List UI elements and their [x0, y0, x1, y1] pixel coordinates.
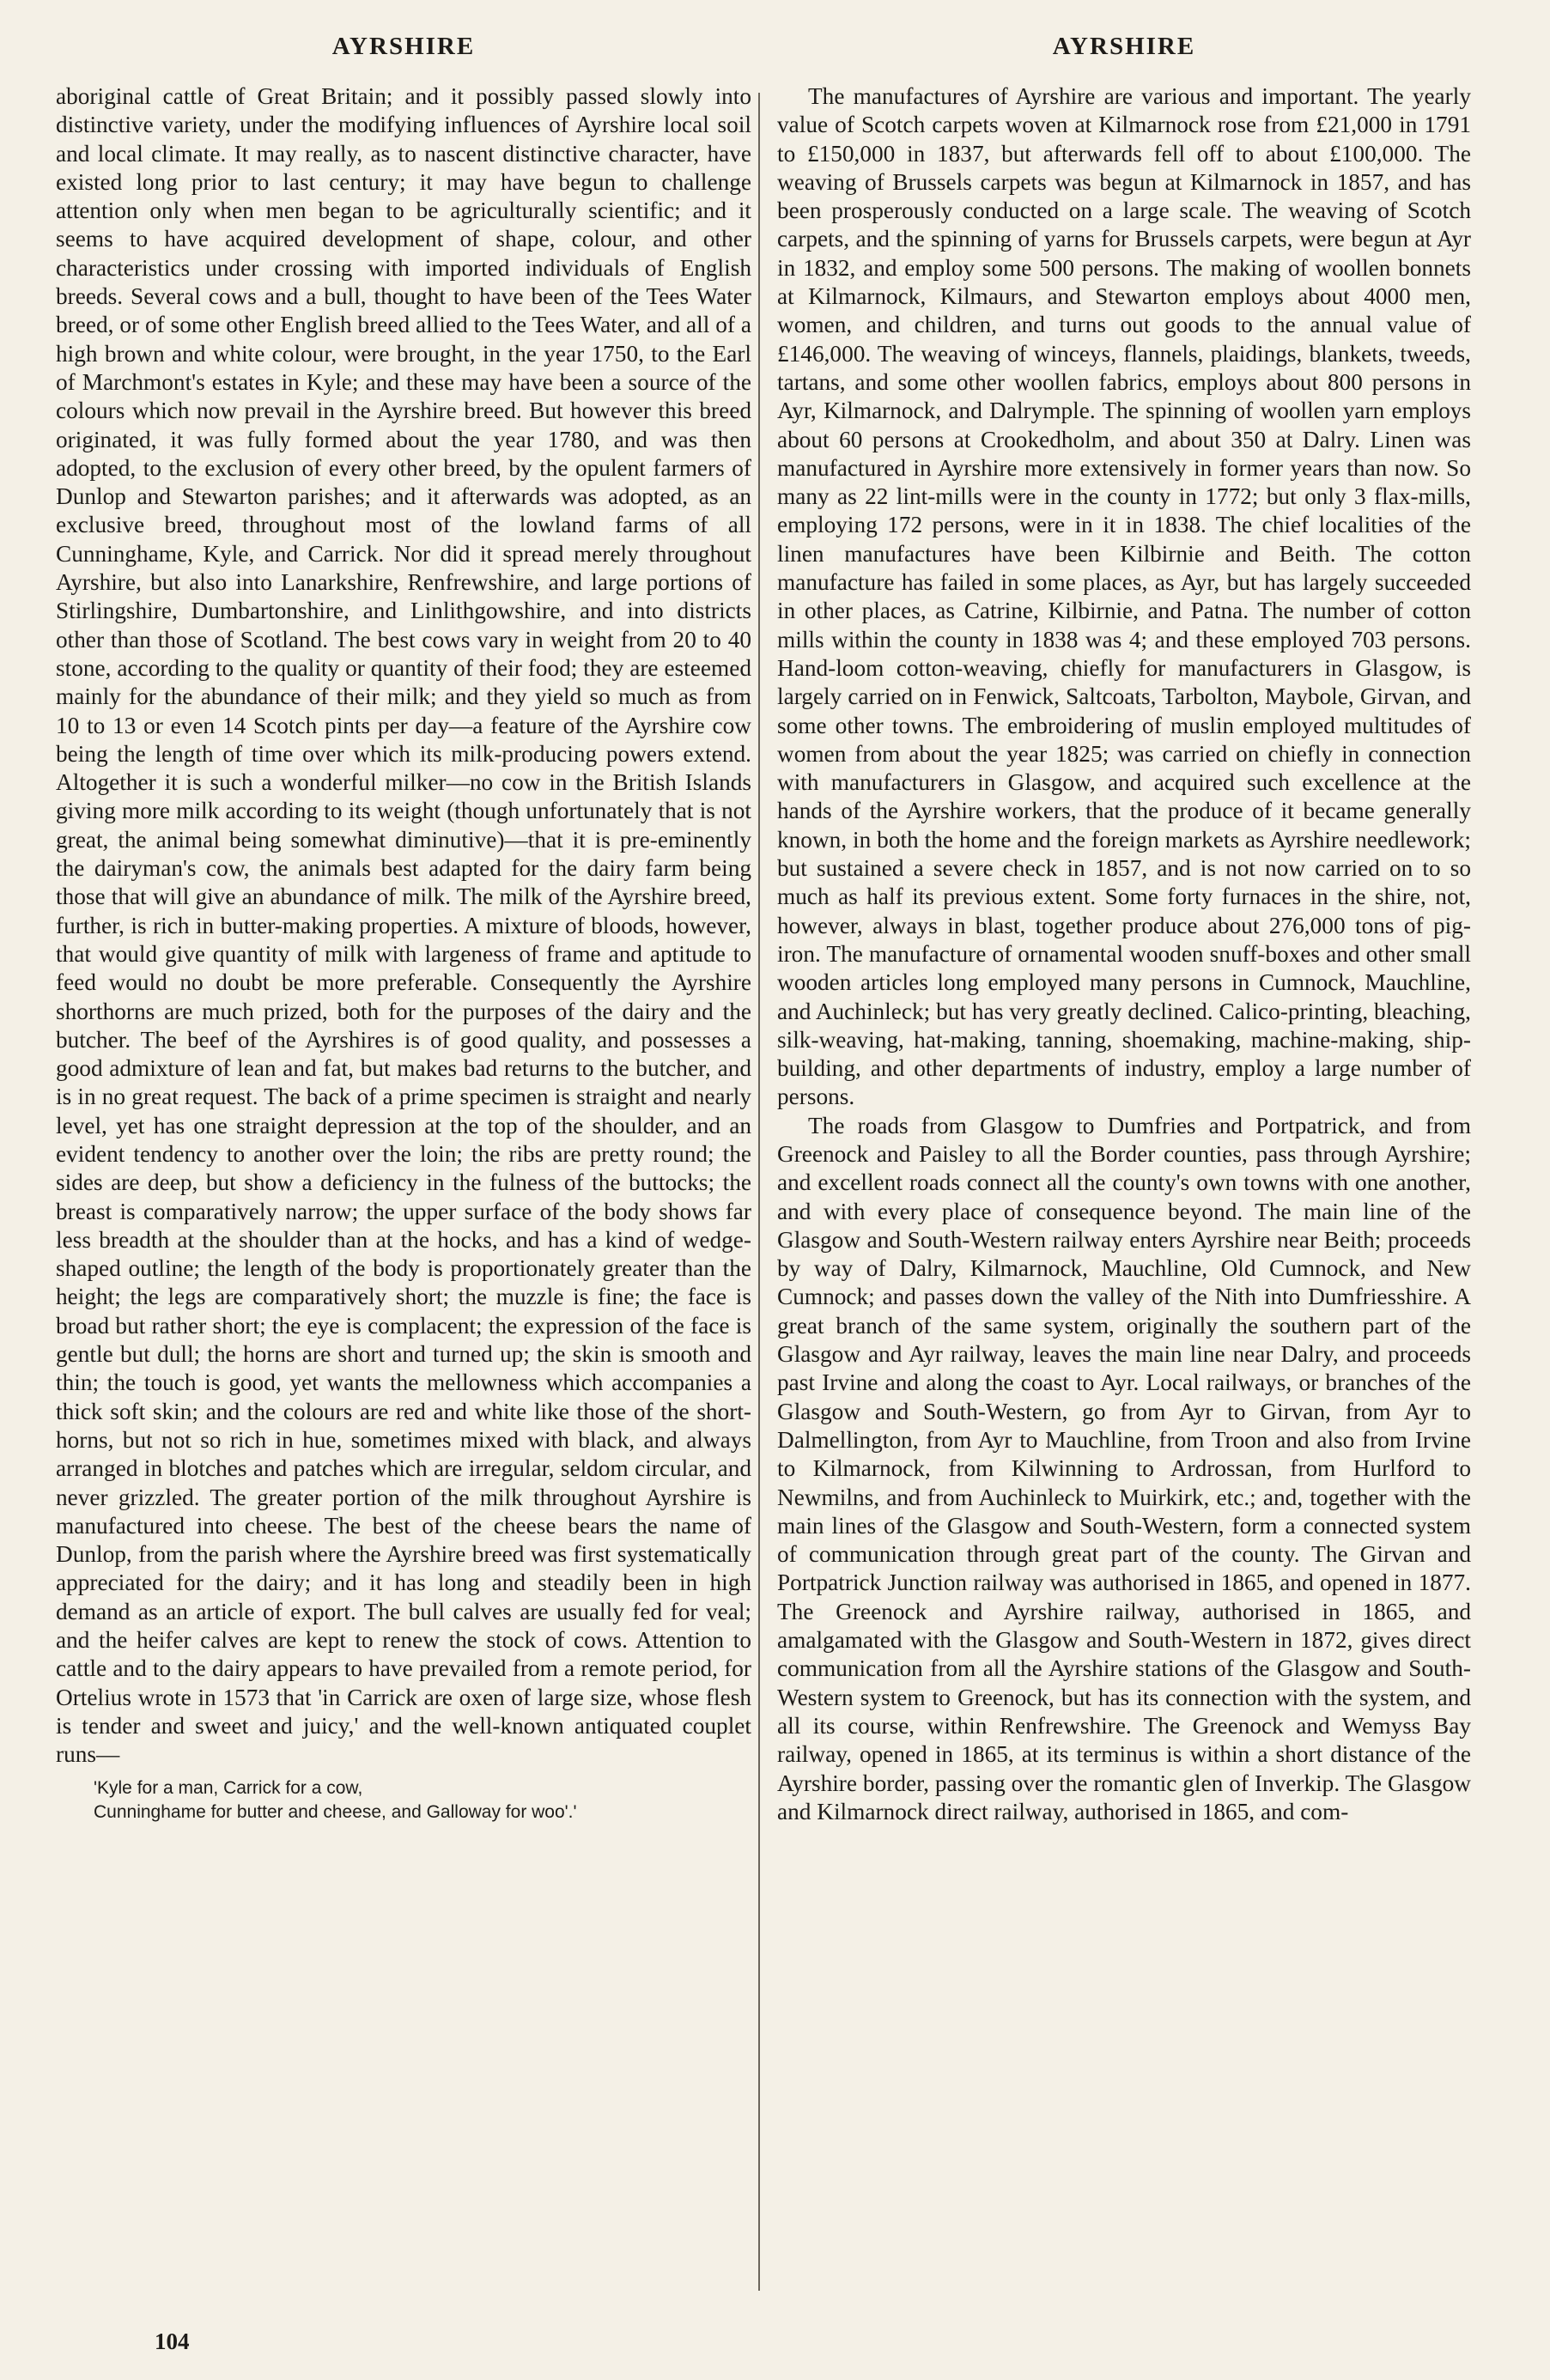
roads-railways-paragraph: The roads from Glasgow to Dumfries and Portpatrick, and from Greenock and Paisley to all the Border counties, pass through Ayrshire; and excellent roads connect all the county's own towns with one another, and with every place of consequence beyond. The main line of the Glasgow and South-Western railway enters Ayrshire near Beith; proceeds by way of Dalry, Kilmarnock, Mauchline, Old Cumnock, and New Cumnock; and passes down the valley of the Nith into Dumfriesshire. A great branch of the same system, originally the southern part of the Glasgow and Ayr railway, leaves the main line near Dalry, and proceeds past Irvine and along the coast to Ayr. Local railways, or branches of the Glasgow and South-Western, go from Ayr to Girvan, from Ayr to Dalmellington, from Ayr to Mauchline, from Troon and also from Irvine to Kilmarnock, from Kilwinning to Ardrossan, from Hurlford to Newmilns, and from Auchinleck to Muirkirk, etc.; and, together with the main lines of the Glasgow and South-Western, form a connected system of communication through great part of the county. The Girvan and Portpatrick Junction railway was authorised in 1865, and opened in 1877. The Greenock and Ayrshire railway, authorised in 1865, and amalgamated with the Glasgow and South-Western in 1872, gives direct communication from all the Ayrshire stations of the Glasgow and South-Western system to Greenock, but has its connection with the system, and all its course, within Renfrewshire. The Greenock and Wemyss Bay railway, opened in 1865, at its terminus is within a short distance of the Ayrshire border, passing over the romantic glen of Inverkip. The Glasgow and Kilmarnock direct railway, authorised in 1865, and com-	[777, 1112, 1471, 1824]
couplet-line-2: Cunninghame for butter and cheese, and Galloway for woo'.'	[94, 1801, 577, 1822]
page-number: 104	[155, 2328, 190, 2354]
couplet-line-1: 'Kyle for a man, Carrick for a cow,	[94, 1777, 363, 1798]
manufactures-paragraph: The manufactures of Ayrshire are various and important. The yearly value of Scotch carpets woven at Kilmarnock rose from £21,000 in 1791 to £150,000 in 1837, but afterwards fell off to about £100,000. The weaving of Brussels carpets was begun at Kilmarnock in 1857, and has been prosperously conducted on a large scale. The weaving of Scotch carpets, and the spinning of yarns for Brussels carpets, were begun at Ayr in 1832, and employ some 500 persons. The making of woollen bonnets at Kilmarnock, Kilmaurs, and Stewarton employs about 4000 men, women, and children, and turns out goods to the annual value of £146,000. The weaving of winceys, flannels, plaidings, blankets, tweeds, tartans, and some other woollen fabrics, employs about 800 persons in Ayr, Kilmarnock, and Dalrymple. The spinning of woollen yarn employs about 60 persons at Crookedholm, and about 350 at Dalry. Linen was manufactured in Ayrshire more extensively in former years than now. So many as 22 lint-mills were in the county in 1772; but only 3 flax-mills, employing 172 persons, were in it in 1838. The chief localities of the linen manufactures have been Kilbirnie and Beith. The cotton manufacture has failed in some places, as Ayr, but has largely succeeded in other places, as Catrine, Kilbirnie, and Patna. The number of cotton mills within the county in 1838 was 4; and these employed 703 persons. Hand-loom cotton-weaving, chiefly for manufacturers in Glasgow, is largely carried on in Fenwick, Saltcoats, Tarbolton, Maybole, Girvan, and some other towns. The embroidering of muslin employed multitudes of women from about the year 1825; was carried on chiefly in connection with manufacturers in Glasgow, and acquired such excellence at the hands of the Ayrshire workers, that the produce of it became generally known, in both the home and the foreign markets as Ayrshire needlework; but sustained a severe check in 1857, and is not now carried on to so much as half its previous extent. Some forty furnaces in the shire, not, however, always in blast, together produce about 276,000 tons of pig-iron. The manufacture of ornamental wooden snuff-boxes and other small wooden articles long employed many persons in Cumnock, Mauchline, and Auchinleck; but has very greatly declined. Calico-printing, bleaching, silk-weaving, hat-making, tanning, shoemaking, machine-making, ship-building, and other departments of industry, employ a large number of persons.	[777, 83, 1471, 1110]
running-head-left: AYRSHIRE	[331, 33, 476, 60]
couplet	[56, 1776, 751, 1824]
left-column	[56, 26, 751, 1824]
cattle-paragraph: aboriginal cattle of Great Britain; and it possibly passed slowly into distinctive variety, under the modifying influences of Ayrshire local soil and local climate. It may really, as to nascent distinctive character, have existed long prior to last century; it may have begun to challenge attention only when men began to be agriculturally scientific; and it seems to have acquired development of shape, colour, and other characteristics under crossing with imported individuals of English breeds. Several cows and a bull, thought to have been of the Tees Water breed, or of some other English breed allied to the Tees Water, and all of a high brown and white colour, were brought, in the year 1750, to the Earl of Marchmont's estates in Kyle; and these may have been a source of the colours which now prevail in the Ayrshire breed. But however this breed originated, it was fully formed about the year 1780, and was then adopted, to the exclusion of every other breed, by the opulent farmers of Dunlop and Stewarton parishes; and it afterwards was adopted, as an exclusive breed, throughout most of the lowland farms of all Cunninghame, Kyle, and Carrick. Nor did it spread merely throughout Ayrshire, but also into Lanarkshire, Renfrewshire, and large portions of Stirlingshire, Dumbartonshire, and Linlithgowshire, and into districts other than those of Scotland. The best cows vary in weight from 20 to 40 stone, according to the quality or quantity of their food; they are esteemed mainly for the abundance of their milk; and they yield so much as from 10 to 13 or even 14 Scotch pints per day—a feature of the Ayrshire cow being the length of time over which its milk-producing powers extend. Altogether it is such a wonderful milker—no cow in the British Islands giving more milk according to its weight (though unfortunately that is not great, the animal being somewhat diminutive)—that it is pre-eminently the dairyman's cow, the animals best adapted for the dairy farm being those that will give an abundance of milk. The milk of the Ayrshire breed, further, is rich in butter-making properties. A mixture of bloods, however, that would give quantity of milk with largeness of frame and aptitude to feed would no doubt be more preferable. Consequently the Ayrshire shorthorns are much prized, both for the purposes of the dairy and the butcher. The beef of the Ayrshires is of good quality, and possesses a good admixture of lean and fat, but makes bad returns to the butcher, and is in no great request. The back of a prime specimen is straight and nearly level, yet has one straight depression at the top of the shoulder, and an evident tendency to another over the loin; the ribs are pretty round; the sides are deep, but show a deficiency in the fulness of the buttocks; the breast is comparatively narrow; the upper surface of the body shows far less breadth at the shoulder than at the hocks, and has a kind of wedge-shaped outline; the length of the body is proportionately greater than the height; the legs are comparatively short; the muzzle is fine; the face is broad but rather short; the eye is complacent; the expression of the face is gentle but dull; the horns are short and turned up; the skin is smooth and thin; the touch is good, yet wants the mellowness which accompanies a thick soft skin; and the colours are red and white like those of the short-horns, but not so rich in hue, sometimes mixed with black, and always arranged in blotches and patches which are irregular, seldom circular, and never grizzled. The greater portion of the milk throughout Ayrshire is manufactured into cheese. The best of the cheese bears the name of Dunlop, from the parish where the Ayrshire breed was first systematically appreciated for the dairy; and it has long and steadily been in high demand as an article of export. The bull calves are usually fed for veal; and the heifer calves are kept to renew the stock of cows. Attention to cattle and to the dairy appears to have prevailed from a remote period, for Ortelius wrote in 1573 that 'in Carrick are oxen of large size, whose flesh is tender and sweet and juicy,' and the well-known antiquated couplet runs—	[56, 83, 751, 1768]
column-divider	[758, 93, 760, 2291]
right-column	[777, 26, 1471, 1826]
running-head-right: AYRSHIRE	[1052, 33, 1196, 60]
